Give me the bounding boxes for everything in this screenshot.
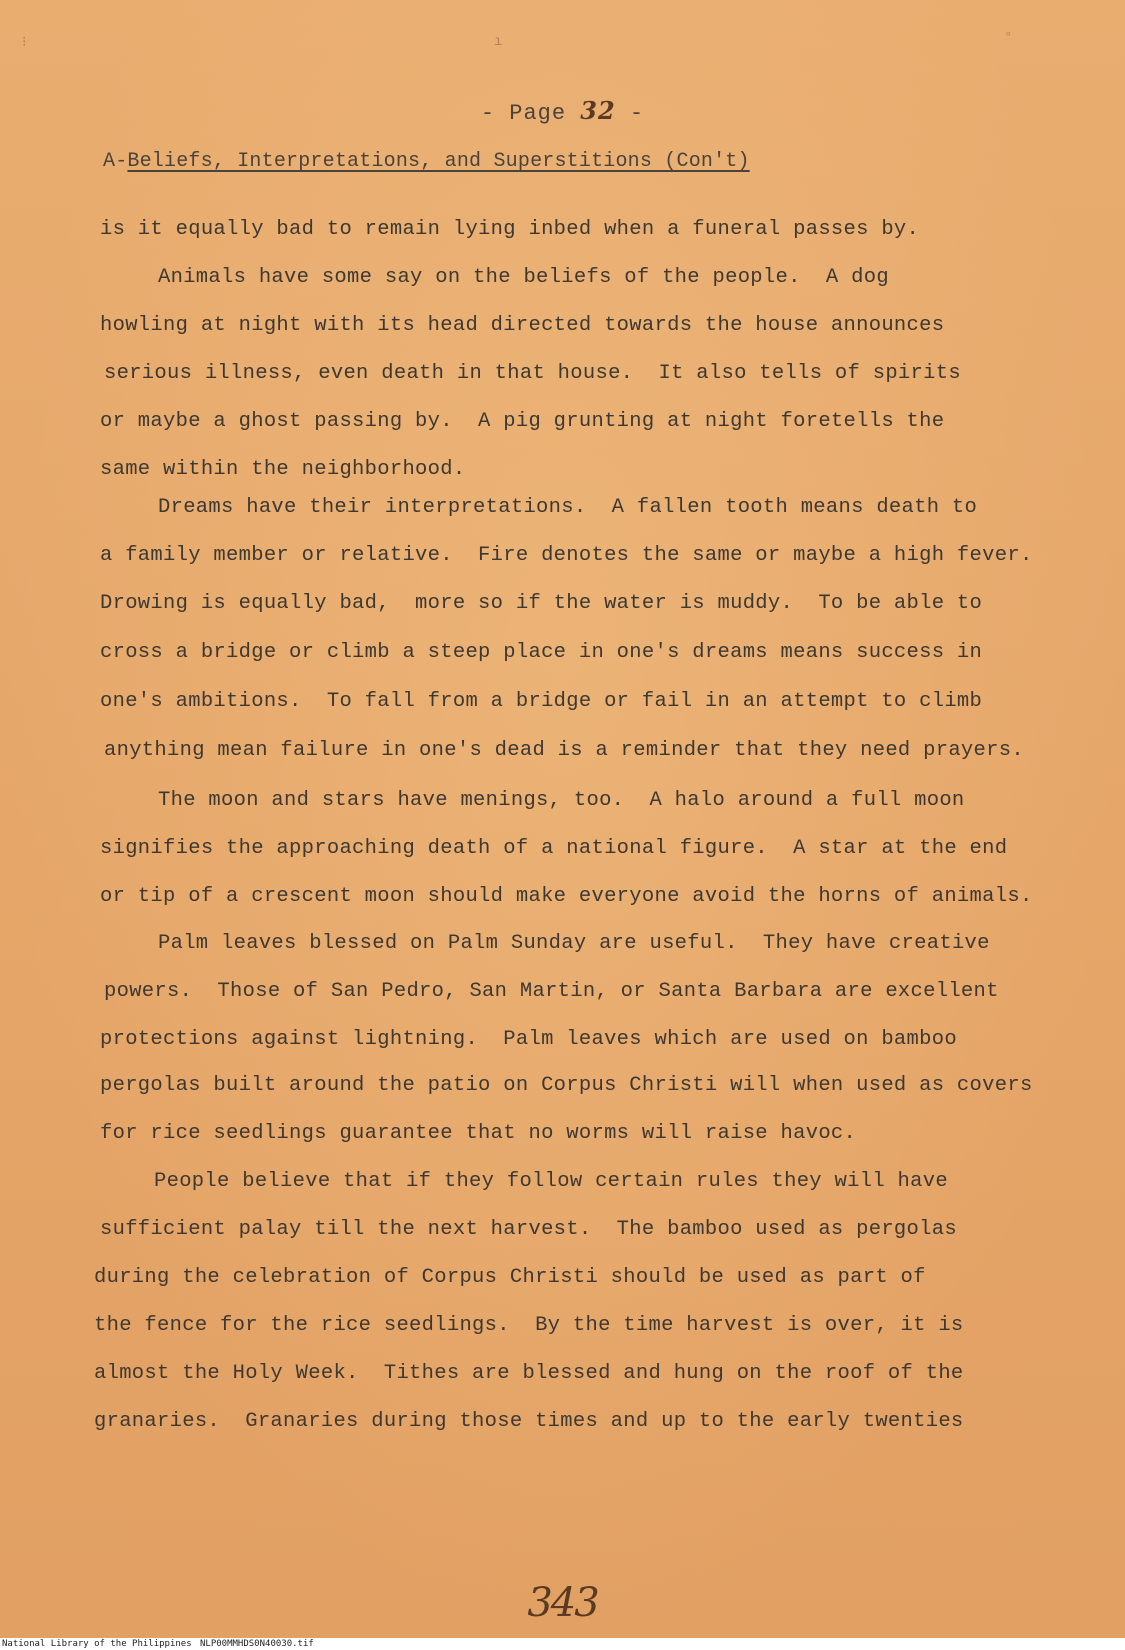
body-line-8: a family member or relative. Fire denotes the same or maybe a high fever. (100, 544, 1033, 567)
body-line-7: Dreams have their interpretations. A fallen tooth means death to (158, 496, 978, 519)
page-header (0, 96, 1125, 126)
body-line-5: or maybe a ghost passing by. A pig grunting at night foretells the (100, 410, 945, 433)
body-line-2: Animals have some say on the beliefs of the people. A dog (158, 266, 889, 289)
body-line-23: during the celebration of Corpus Christi should be used as part of (94, 1266, 926, 1289)
edge-mark-right: ° (1004, 30, 1013, 46)
handwritten-page-number: 343 (527, 1580, 598, 1626)
body-line-19: pergolas built around the patio on Corpus Christi will when used as covers (100, 1074, 1033, 1097)
body-line-13: The moon and stars have menings, too. A halo around a full moon (158, 789, 965, 812)
archive-footer-strip (0, 1638, 1125, 1650)
body-line-6: same within the neighborhood. (100, 458, 466, 481)
body-line-9: Drowing is equally bad, more so if the water is muddy. To be able to (100, 592, 983, 615)
body-line-16: Palm leaves blessed on Palm Sunday are useful. They have creative (158, 932, 990, 955)
body-line-21: People believe that if they follow certain rules they will have (154, 1170, 948, 1193)
body-line-11: one's ambitions. To fall from a bridge or fail in an attempt to climb (100, 690, 983, 713)
body-line-15: or tip of a crescent moon should make everyone avoid the horns of animals. (100, 885, 1033, 908)
footer-file-name: NLP00MMHDS0N40030.tif (200, 1639, 314, 1649)
body-line-10: cross a bridge or climb a steep place in one's dreams means success in (100, 641, 983, 664)
body-line-12: anything mean failure in one's dead is a reminder that they need prayers. (104, 739, 1024, 762)
body-line-26: granaries. Granaries during those times and up to the early twenties (94, 1410, 964, 1433)
body-line-17: powers. Those of San Pedro, San Martin, or Santa Barbara are excellent (104, 980, 999, 1003)
body-line-22: sufficient palay till the next harvest. The bamboo used as pergolas (100, 1218, 957, 1241)
body-line-3: howling at night with its head directed towards the house announces (100, 314, 945, 337)
section-prefix: A- (103, 150, 128, 173)
section-title-text: Beliefs, Interpretations, and Superstitions (Con't) (127, 150, 750, 173)
body-line-1: is it equally bad to remain lying inbed when a funeral passes by. (100, 218, 920, 241)
page-suffix: - (615, 101, 645, 126)
body-line-14: signifies the approaching death of a national figure. A star at the end (100, 837, 1008, 860)
body-line-4: serious illness, even death in that house. It also tells of spirits (104, 362, 961, 385)
footer-library-name: National Library of the Philippines (2, 1639, 192, 1649)
page-number: 32 (580, 96, 616, 125)
body-line-18: protections against lightning. Palm leaves which are used on bamboo (100, 1028, 957, 1051)
body-line-20: for rice seedlings guarantee that no worms will raise havoc. (100, 1122, 857, 1145)
body-line-24: the fence for the rice seedlings. By the time harvest is over, it is (94, 1314, 964, 1337)
edge-mark-left: ⁝ (22, 35, 27, 51)
body-line-25: almost the Holy Week. Tithes are blessed and hung on the roof of the (94, 1362, 964, 1385)
page-prefix: - Page (480, 101, 581, 126)
edge-mark-center: ı (494, 34, 503, 50)
section-title (103, 150, 750, 173)
